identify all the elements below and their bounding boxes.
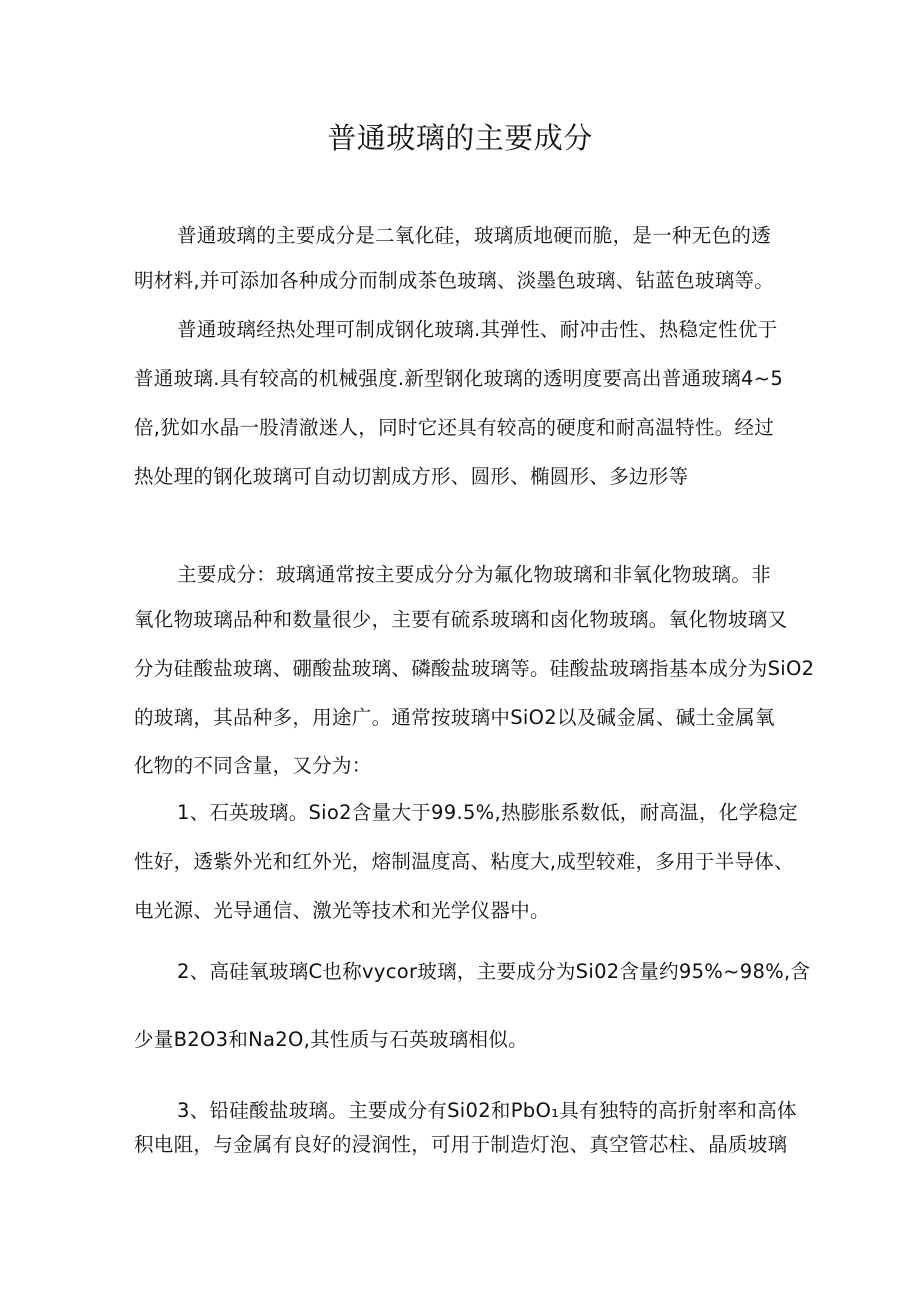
- paragraph-line: 热处理的钢化玻璃可自动切割成方形、圆形、椭圆形、多边形等: [134, 465, 689, 488]
- paragraph-line: 2、高硅氧玻璃C也称vycor玻璃，主要成分为Si02含量约95%~98%,含: [177, 960, 811, 983]
- paragraph-line: 化物的不同含量，又分为：: [134, 754, 372, 777]
- paragraph-line: 少量B2O3和Na2O,其性质与石英玻璃相似。: [134, 1028, 528, 1051]
- paragraph-line: 主要成分：玻璃通常按主要成分分为氟化物玻璃和非氧化物玻璃。非: [177, 563, 772, 586]
- paragraph-line: 1、石英玻璃。Sio2含量大于99.5%,热膨胀系数低，耐高温，化学稳定: [177, 801, 798, 824]
- paragraph-line: 的玻璃，其品种多，用途广。通常按玻璃中SiO2以及碱金属、碱土金属氧: [134, 706, 775, 729]
- paragraph-line: 普通玻璃.具有较高的机械强度.新型钢化玻璃的透明度要高出普通玻璃4~5: [134, 367, 784, 390]
- paragraph-line: 倍,犹如水晶一股清澈迷人，同时它还具有较高的硬度和耐高温特性。经过: [134, 416, 775, 439]
- paragraph-line: 普通玻璃的主要成分是二氧化硅，玻璃质地硬而脆，是一种无色的透: [177, 224, 772, 247]
- page-title: 普通玻璃的主要成分: [327, 121, 593, 155]
- paragraph-line: 普通玻璃经热处理可制成钢化玻璃.其弹性、耐冲击性、热稳定性优于: [177, 318, 778, 341]
- paragraph-line: 积电阻，与金属有良好的浸润性，可用于制造灯泡、真空管芯柱、晶质坡璃: [134, 1133, 788, 1156]
- paragraph-line: 氧化物玻璃品种和数量很少，主要有硫系玻璃和卤化物玻璃。氧化物坡璃又: [134, 608, 788, 631]
- paragraph-line: 分为硅酸盐玻璃、硼酸盐玻璃、磷酸盐玻璃等。硅酸盐玻璃指基本成分为SiO2: [134, 657, 815, 680]
- paragraph-line: 明材料,并可添加各种成分而制成茶色玻璃、淡墨色玻璃、钻蓝色玻璃等。: [134, 269, 775, 292]
- paragraph-line: 3、铅硅酸盐玻璃。主要成分有Si02和PbO₁具有独特的高折射率和高体: [177, 1099, 797, 1122]
- paragraph-line: 性好，透紫外光和红外光，熔制温度高、粘度大,成型较难，多用于半导体、: [134, 850, 794, 873]
- paragraph-line: 电光源、光导通信、激光等技术和光学仪器中。: [134, 899, 550, 922]
